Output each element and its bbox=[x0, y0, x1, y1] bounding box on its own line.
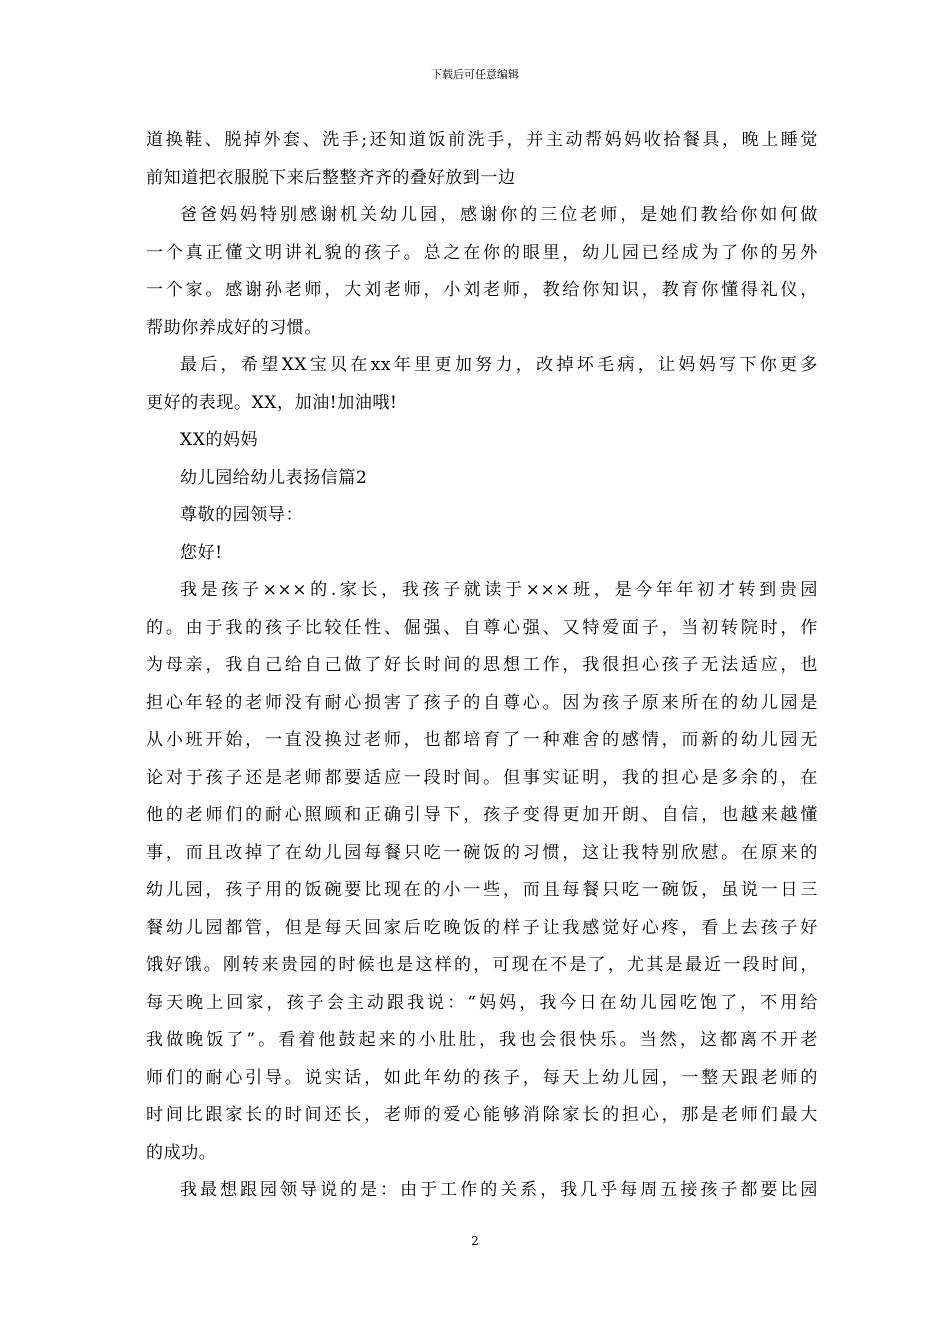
text-line: XX的妈妈 bbox=[180, 430, 259, 450]
text-line: 每天晚上回家，孩子会主动跟我说：“妈妈，我今日在幼儿园吃饱了，不用给 bbox=[146, 992, 818, 1013]
text-line: 最后，希望XX宝贝在xx年里更加努力，改掉坏毛病，让妈妈写下你更多 bbox=[180, 355, 818, 375]
text-line: 幼儿园，孩子用的饭碗要比现在的小一些，而且每餐只吃一碗饭，虽说一日三 bbox=[146, 880, 818, 900]
text-line: 从小班开始，一直没换过老师，也都培育了一种难舍的感情，而新的幼儿园无 bbox=[146, 730, 818, 750]
page-header: 下载后可任意编辑 bbox=[431, 68, 519, 81]
text-line: 帮助你养成好的习惯。 bbox=[146, 317, 322, 338]
text-line: 的成功。 bbox=[146, 1142, 217, 1163]
text-line: 前知道把衣服脱下来后整整齐齐的叠好放到一边 bbox=[146, 167, 516, 188]
text-line: 师们的耐心引导。说实话，如此年幼的孩子，每天上幼儿园，一整天跟老师的 bbox=[146, 1067, 818, 1088]
text-line: 我最想跟园领导说的是：由于工作的关系，我几乎每周五接孩子都要比园 bbox=[180, 1180, 818, 1200]
text-line: 我做晚饭了”。看着他鼓起来的小肚肚，我也会很快乐。当然，这都离不开老 bbox=[146, 1030, 818, 1050]
document-body bbox=[146, 122, 818, 1210]
text-line: 餐幼儿园都管，但是每天回家后吃晚饭的样子让我感觉好心疼，看上去孩子好 bbox=[146, 917, 818, 938]
text-line: 论对于孩子还是老师都要适应一段时间。但事实证明，我的担心是多余的，在 bbox=[146, 767, 818, 788]
text-line: 他的老师们的耐心照顾和正确引导下，孩子变得更加开朗、自信，也越来越懂 bbox=[146, 805, 818, 825]
text-line: 更好的表现。XX，加油!加油哦! bbox=[146, 392, 398, 413]
text-line: 为母亲，我自己给自己做了好长时间的思想工作，我很担心孩子无法适应，也 bbox=[146, 655, 818, 675]
text-line: 爸爸妈妈特别感谢机关幼儿园，感谢你的三位老师，是她们教给你如何做 bbox=[180, 205, 818, 225]
text-line: 幼儿园给幼儿表扬信篇2 bbox=[180, 467, 368, 488]
text-line: 的。由于我的孩子比较任性、倔强、自尊心强、又特爱面子，当初转院时，作 bbox=[146, 617, 818, 638]
text-line: 一个家。感谢孙老师，大刘老师，小刘老师，教给你知识，教育你懂得礼仪， bbox=[146, 280, 818, 300]
text-line: 担心年轻的老师没有耐心损害了孩子的自尊心。因为孩子原来所在的幼儿园是 bbox=[146, 692, 818, 713]
text-line: 时间比跟家长的时间还长，老师的爱心能够消除家长的担心，那是老师们最大 bbox=[146, 1105, 818, 1125]
text-line: 尊敬的园领导： bbox=[180, 505, 304, 525]
page-number: 2 bbox=[471, 1234, 479, 1248]
text-line: 道换鞋、脱掉外套、洗手;还知道饭前洗手，并主动帮妈妈收拾餐具，晚上睡觉 bbox=[146, 130, 818, 150]
text-line: 我是孩子×××的.家长，我孩子就读于×××班，是今年年初才转到贵园 bbox=[180, 580, 818, 600]
text-line: 一个真正懂文明讲礼貌的孩子。总之在你的眼里，幼儿园已经成为了你的另外 bbox=[146, 242, 818, 263]
text-line: 您好! bbox=[180, 542, 223, 563]
text-line: 事，而且改掉了在幼儿园每餐只吃一碗饭的习惯，这让我特别欣慰。在原来的 bbox=[146, 842, 818, 863]
text-line: 饿好饿。刚转来贵园的时候也是这样的，可现在不是了，尤其是最近一段时间， bbox=[146, 955, 818, 975]
